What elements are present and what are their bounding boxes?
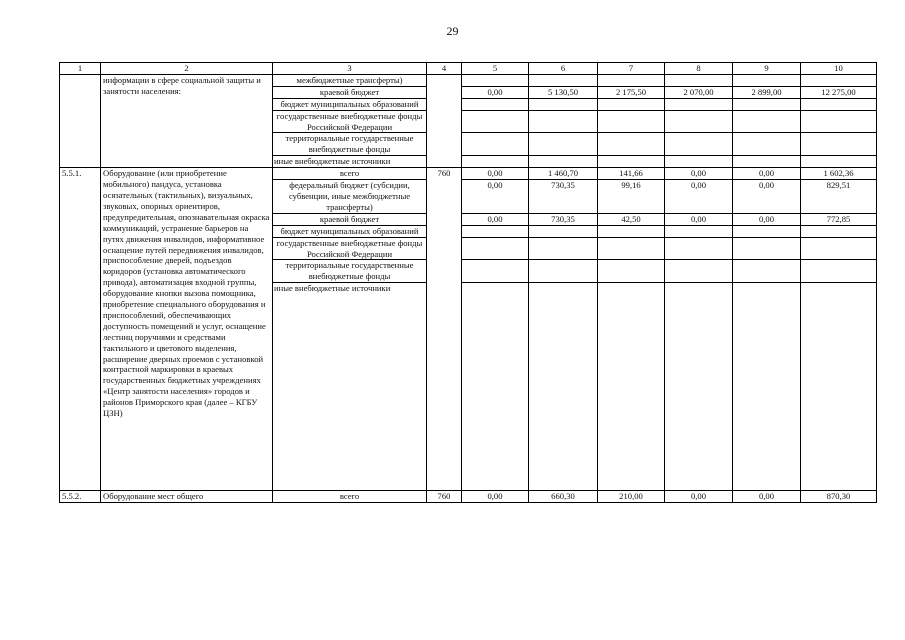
item-col4 — [427, 74, 462, 167]
value-cell — [733, 133, 801, 156]
value-cell — [529, 133, 598, 156]
table-row — [60, 491, 877, 503]
value-cell — [665, 133, 733, 156]
funding-source: бюджет муниципальных образований — [273, 225, 427, 237]
value-cell — [529, 110, 598, 133]
value-cell — [733, 237, 801, 260]
header-cell: 2 — [101, 63, 273, 75]
value-cell — [598, 110, 665, 133]
value-cell: 829,51 — [801, 180, 877, 214]
value-cell: 0,00 — [665, 213, 733, 225]
item-col4: 760 — [427, 168, 462, 491]
value-cell: 0,00 — [733, 180, 801, 214]
value-cell: 0,00 — [665, 180, 733, 214]
funding-source: территориальные государственные внебюджетные фонды — [273, 133, 427, 156]
funding-source: бюджет муниципальных образований — [273, 98, 427, 110]
value-cell — [801, 110, 877, 133]
value-cell — [598, 237, 665, 260]
funding-source: краевой бюджет — [273, 86, 427, 98]
value-cell — [665, 237, 733, 260]
item-name: информации в сфере социальной защиты и занятости населения: — [101, 74, 273, 167]
value-cell — [733, 110, 801, 133]
value-cell — [529, 225, 598, 237]
value-cell — [665, 260, 733, 283]
value-cell — [801, 283, 877, 491]
value-cell — [801, 98, 877, 110]
value-cell: 772,85 — [801, 213, 877, 225]
item-name: Оборудование мест общего — [101, 491, 273, 503]
value-cell — [529, 260, 598, 283]
header-cell: 10 — [801, 63, 877, 75]
header-cell: 1 — [60, 63, 101, 75]
funding-source: государственные внебюджетные фонды Российской Федерации — [273, 237, 427, 260]
header-cell: 4 — [427, 63, 462, 75]
item-code: 5.5.1. — [60, 168, 101, 491]
value-cell: 141,66 — [598, 168, 665, 180]
funding-source: краевой бюджет — [273, 213, 427, 225]
value-cell — [598, 260, 665, 283]
value-cell: 2 175,50 — [598, 86, 665, 98]
value-cell — [665, 156, 733, 168]
value-cell — [529, 283, 598, 491]
value-cell: 660,30 — [529, 491, 598, 503]
value-cell — [529, 74, 598, 86]
value-cell — [665, 283, 733, 491]
value-cell — [733, 225, 801, 237]
header-cell: 8 — [665, 63, 733, 75]
value-cell — [462, 237, 529, 260]
value-cell — [733, 260, 801, 283]
header-cell: 3 — [273, 63, 427, 75]
funding-source: федеральный бюджет (субсидии, субвенции, иные межбюджетные трансферты) — [273, 180, 427, 214]
value-cell: 210,00 — [598, 491, 665, 503]
value-cell — [529, 237, 598, 260]
value-cell — [733, 283, 801, 491]
value-cell — [462, 225, 529, 237]
funding-source: всего — [273, 491, 427, 503]
value-cell: 99,16 — [598, 180, 665, 214]
value-cell: 42,50 — [598, 213, 665, 225]
funding-source: межбюджетные трансферты) — [273, 74, 427, 86]
value-cell: 0,00 — [733, 213, 801, 225]
value-cell: 730,35 — [529, 213, 598, 225]
value-cell — [665, 110, 733, 133]
value-cell — [665, 225, 733, 237]
header-cell: 5 — [462, 63, 529, 75]
value-cell: 0,00 — [462, 168, 529, 180]
value-cell: 0,00 — [462, 180, 529, 214]
value-cell: 0,00 — [665, 491, 733, 503]
value-cell — [598, 74, 665, 86]
value-cell: 0,00 — [733, 168, 801, 180]
value-cell: 5 130,50 — [529, 86, 598, 98]
header-cell: 6 — [529, 63, 598, 75]
value-cell — [801, 156, 877, 168]
item-code: 5.5.2. — [60, 491, 101, 503]
value-cell — [733, 98, 801, 110]
value-cell — [462, 74, 529, 86]
value-cell — [801, 74, 877, 86]
value-cell: 0,00 — [733, 491, 801, 503]
value-cell: 2 899,00 — [733, 86, 801, 98]
table-row — [60, 74, 877, 86]
value-cell: 0,00 — [462, 213, 529, 225]
funding-source: территориальные государственные внебюджетные фонды — [273, 260, 427, 283]
item-name: Оборудование (или приобретение мобильного) пандуса, установка осязательных (тактильных), визуальных, звуковых, опорных ориентиров, предупредительная, опознавательная окраска коммуникаций, устранение барьеров на путях движения инвалидов, информативное оснащение путей передвижения инвалидов, приспособление дверей, подъездов коридоров (установка автоматического привода), автоматизация входной группы, оборудование кнопки вызова помощника, приобретение специального оборудования и приспособлений, обеспечивающих доступность помещений и услуг, оснащение лестниц поручнями и средствами тактильного и цветового выделения, расширение дверных проемов с установкой контрастной маркировки в краевых государственных бюджетных учреждениях «Центр занятости населения» городов и районов Приморского края (далее – КГБУ ЦЗН) — [101, 168, 273, 491]
value-cell — [529, 156, 598, 168]
value-cell — [733, 74, 801, 86]
item-code — [60, 74, 101, 167]
value-cell — [733, 156, 801, 168]
header-cell: 7 — [598, 63, 665, 75]
value-cell: 0,00 — [462, 491, 529, 503]
value-cell — [801, 225, 877, 237]
value-cell — [598, 98, 665, 110]
table-row — [60, 168, 877, 180]
value-cell: 0,00 — [462, 86, 529, 98]
funding-source: иные внебюджетные источники — [273, 156, 427, 168]
value-cell: 1 602,36 — [801, 168, 877, 180]
value-cell — [462, 156, 529, 168]
header-cell: 9 — [733, 63, 801, 75]
value-cell: 1 460,70 — [529, 168, 598, 180]
value-cell — [598, 283, 665, 491]
value-cell — [462, 283, 529, 491]
value-cell: 0,00 — [665, 168, 733, 180]
value-cell — [801, 237, 877, 260]
value-cell — [462, 98, 529, 110]
value-cell: 870,30 — [801, 491, 877, 503]
item-col4: 760 — [427, 491, 462, 503]
value-cell: 12 275,00 — [801, 86, 877, 98]
value-cell — [665, 74, 733, 86]
value-cell — [598, 156, 665, 168]
value-cell — [665, 98, 733, 110]
budget-table — [59, 62, 877, 503]
value-cell — [801, 133, 877, 156]
value-cell — [598, 225, 665, 237]
funding-source: иные внебюджетные источники — [273, 283, 427, 491]
funding-source: всего — [273, 168, 427, 180]
value-cell: 730,35 — [529, 180, 598, 214]
value-cell — [462, 260, 529, 283]
page-number: 29 — [446, 24, 459, 38]
header-row — [60, 63, 877, 75]
funding-source: государственные внебюджетные фонды Российской Федерации — [273, 110, 427, 133]
value-cell — [462, 133, 529, 156]
value-cell — [598, 133, 665, 156]
value-cell — [801, 260, 877, 283]
value-cell: 2 070,00 — [665, 86, 733, 98]
value-cell — [529, 98, 598, 110]
value-cell — [462, 110, 529, 133]
